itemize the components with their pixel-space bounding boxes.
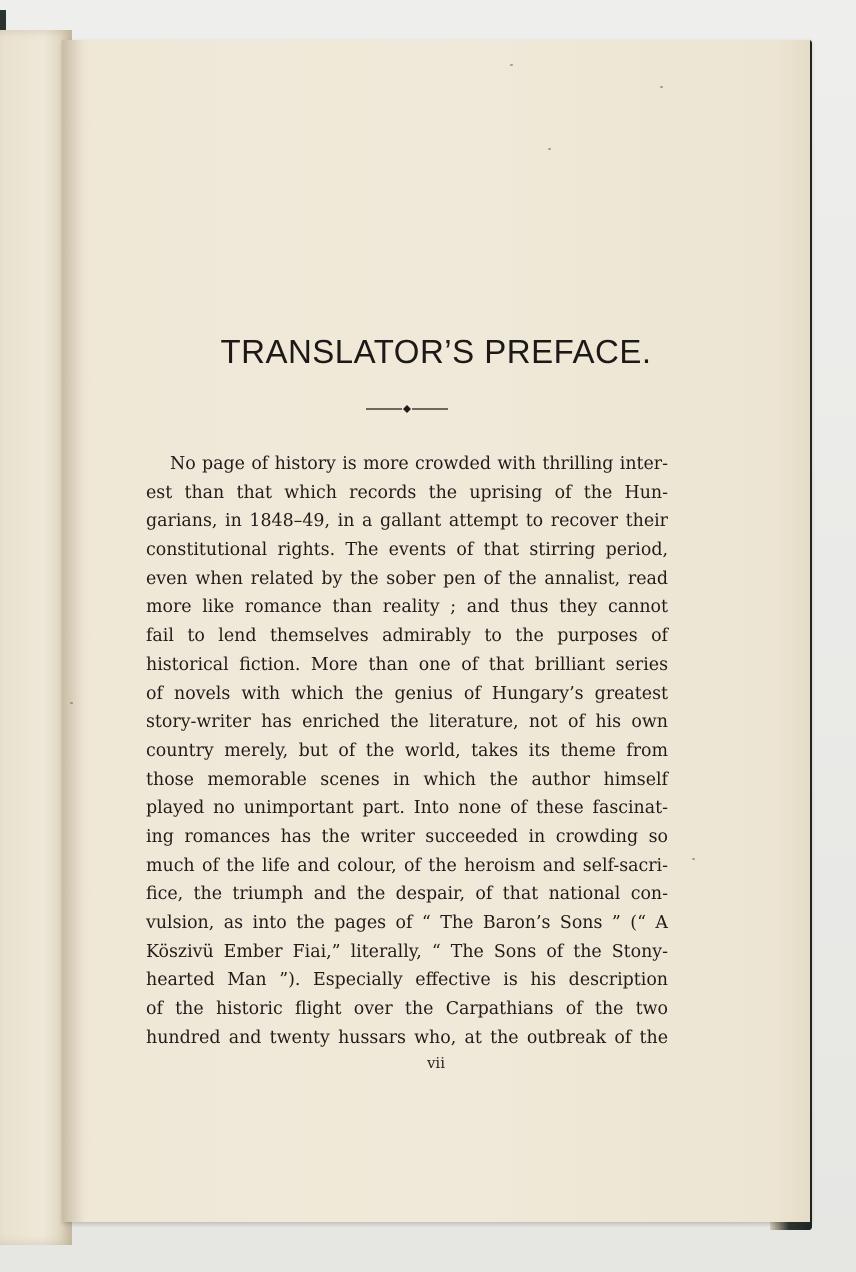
text-line: of novels with which the genius of Hungary’s greatest [146,683,668,704]
gutter-shadow [62,40,84,1222]
page-number: vii [426,1054,446,1072]
text-line: hundred and twenty hussars who, at the outbreak of the [146,1027,668,1048]
text-line: played no unimportant part. Into none of these fascinat- [146,798,668,819]
paper-speck [548,148,551,150]
text-line: est than that which records the uprising of the Hun- [146,482,668,503]
text-line: Köszivü Ember Fiai,” literally, “ The Sons of the Stony- [146,941,668,962]
paper-speck [510,64,513,66]
text-line: No page of history is more crowded with thrilling inter- [170,454,668,474]
paper-speck [692,858,695,860]
page-title: TRANSLATOR’S PREFACE. [220,333,652,370]
text-line: constitutional rights. The events of that stirring period, [146,540,668,561]
text-line: country merely, but of the world, takes its theme from [146,740,668,761]
text-line: fail to lend themselves admirably to the purposes of [146,626,668,647]
text-line: ing romances has the writer succeeded in crowding so [146,826,668,847]
text-line: even when related by the sober pen of the annalist, read [146,568,668,589]
text-line: much of the life and colour, of the heroism and self-sacri- [146,855,668,876]
text-line: hearted Man ”). Especially effective is his description [146,970,668,991]
text-line: garians, in 1848–49, in a gallant attempt to recover their [146,511,668,532]
text-line: those memorable scenes in which the author himself [146,769,668,790]
text-line: more like romance than reality ; and thus they cannot [146,597,668,618]
preface-body [146,450,668,1052]
paper-speck [660,86,663,88]
title-ornament [366,403,448,415]
text-line: story-writer has enriched the literature, not of his own [146,712,668,733]
text-line: historical fiction. More than one of that brilliant series [146,654,668,675]
book-page [62,40,810,1222]
text-line: of the historic flight over the Carpathians of the two [146,999,668,1020]
text-line: fice, the triumph and the despair, of that national con- [146,884,668,905]
paper-speck [70,702,73,704]
text-line: vulsion, as into the pages of “ The Baron’s Sons ” (“ A [146,913,668,933]
